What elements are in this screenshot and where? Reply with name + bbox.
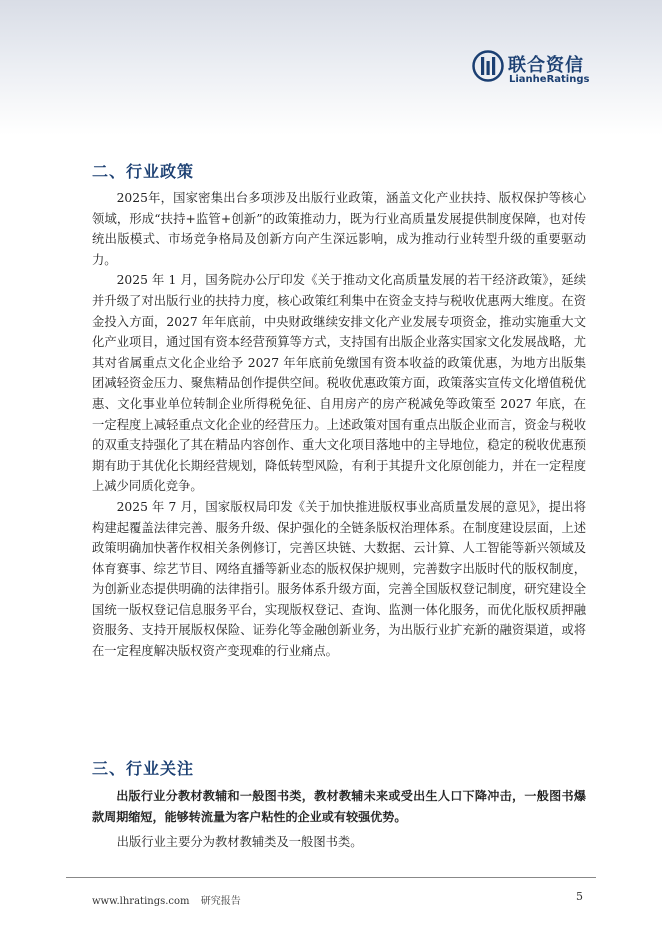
paragraph: 2025 年 1 月，国务院办公厅印发《关于推动文化高质量发展的若干经济政策》，延续并升级了对出版行业的扶持力度，核心政策红利集中在资金支持与税收优惠两大维度。在资金投入方面，2027 年年底前，中央财政继续安排文化产业发展专项资金，推动实施重大文化产业项目，通过国有资本经营预算等方式，支持国有出版企业落实国家文化发展战略，尤其对省属重点文化企业给予 2027 年年底前免缴国有资本收益的政策优惠，为地方出版集团减轻资金压力、聚焦精品创作提供空间。税收优惠政策方面，政策落实宣传文化增值税优惠、文化事业单位转制企业所得税免征、自用房产的房产税减免等政策至 2027 年底，在一定程度上减轻重点文化企业的经营压力。上述政策对国有重点出版企业而言，资金与税收的双重支持强化了其在精品内容创作、重大文化项目落地中的主导地位，稳定的税收优惠预期有助于其优化长期经营规划，降低转型风险，有利于其提升文化原创能力，并在一定程度上减少同质化竞争。 <box>92 273 586 494</box>
logo-english-name: LianheRatings <box>509 74 590 85</box>
page-number: 5 <box>576 890 583 903</box>
paragraph: 出版行业主要分为教材教辅类及一般图书类。 <box>116 835 363 850</box>
logo-chinese-name: 联合资信 <box>508 55 584 76</box>
paragraph: 2025年，国家密集出台多项涉及出版行业政策，涵盖文化产业扶持、版权保护等核心领域，形成“扶持+监管+创新”的政策推动力，既为行业高质量发展提供制度保障，也对传统出版模式、市场竞争格局及创新方向产生深远影响，成为推动行业转型升级的重要驱动力。 <box>92 191 586 267</box>
footer-report-type: 研究报告 <box>200 896 241 907</box>
lianhe-logo-icon <box>472 50 504 82</box>
section-heading-focus: 三、行业关注 <box>92 759 195 778</box>
section-heading-policy: 二、行业政策 <box>92 162 195 181</box>
footer-website: www.lhratings.com <box>92 896 190 907</box>
company-logo <box>472 50 622 90</box>
footer-divider <box>66 877 596 878</box>
paragraph: 2025 年 7 月，国家版权局印发《关于加快推进版权事业高质量发展的意见》，提出将构建起覆盖法律完善、服务升级、保护强化的全链条版权治理体系。在制度建设层面，上述政策明确加快著作权相关条例修订，完善区块链、大数据、云计算、人工智能等新兴领域及体育赛事、综艺节目、网络直播等新业态的版权保护规则，完善数字出版时代的版权制度，为创新业态提供明确的法律指引。服务体系升级方面，完善全国版权登记制度，研究建设全国统一版权登记信息服务平台，实现版权登记、查询、监测一体化服务，而优化版权质押融资服务、支持开展版权保险、证券化等金融创新业务，为出版行业扩充新的融资渠道，或将在一定程度解决版权资产变现难的行业痛点。 <box>92 499 586 659</box>
footer-info <box>92 892 249 907</box>
section-policy-body <box>92 188 586 662</box>
key-finding-paragraph: 出版行业分教材教辅和一般图书类，教材教辅未来或受出生人口下降冲击，一般图书爆款周期缩短，能够转流量为客户粘性的企业或有较强优势。 <box>92 789 586 824</box>
section-focus-body <box>92 786 586 853</box>
